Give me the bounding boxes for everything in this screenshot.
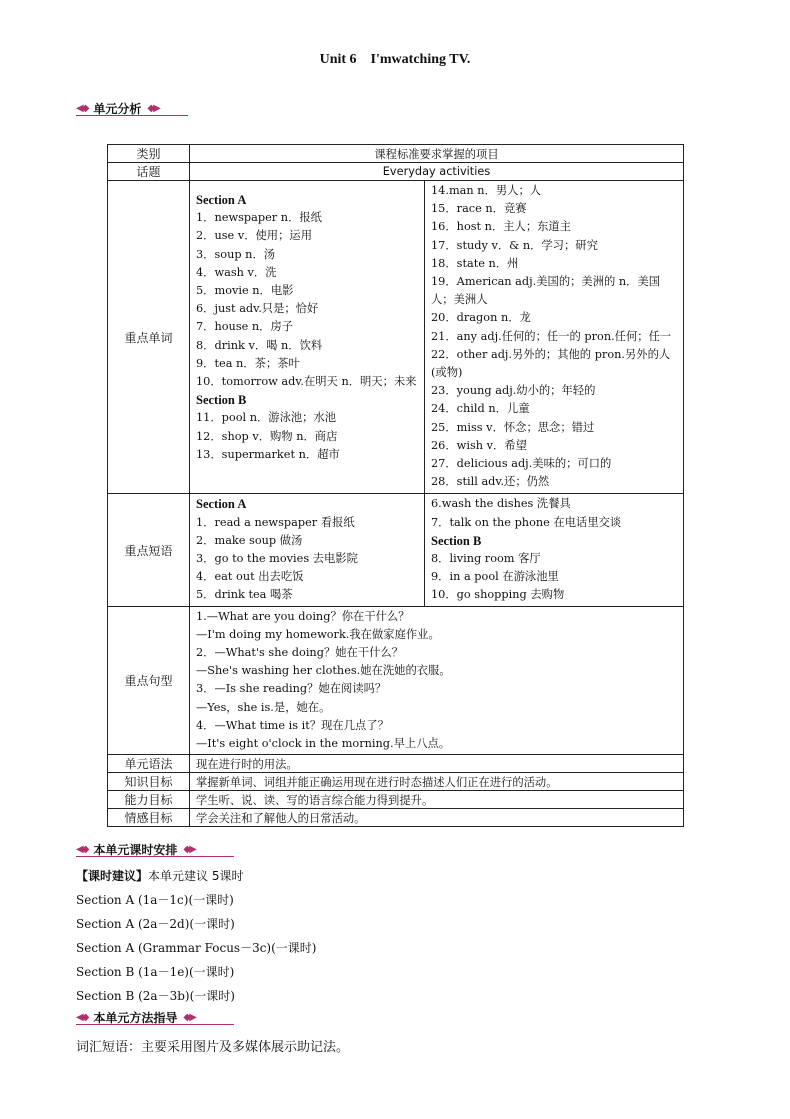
list-item: 14.man n．男人；人 bbox=[431, 184, 542, 197]
phrase-right-list bbox=[431, 495, 677, 604]
list-item: Section A bbox=[196, 497, 247, 512]
table-row bbox=[108, 181, 684, 494]
list-item: 21．any adj.任何的；任一的 pron.任何；任一 bbox=[431, 329, 672, 343]
list-item: 4．wash v．洗 bbox=[196, 265, 277, 279]
section-banner-analysis bbox=[76, 99, 188, 117]
list-item: Section B (1a－1e)(一课时) bbox=[76, 965, 235, 979]
vocab-label: 重点单词 bbox=[108, 181, 190, 494]
phrase-right-cell bbox=[425, 494, 684, 606]
list-item: 5．movie n．电影 bbox=[196, 284, 294, 298]
table-row bbox=[108, 791, 684, 809]
banner-label: 本单元方法指导 bbox=[93, 1010, 178, 1025]
phrase-label: 重点短语 bbox=[108, 494, 190, 606]
list-item: 24．child n．儿童 bbox=[431, 402, 530, 416]
double-chevron-right-icon: ◆▶ bbox=[183, 1011, 195, 1023]
ability-label: 能力目标 bbox=[108, 791, 190, 809]
double-chevron-left-icon: ◀◆ bbox=[76, 1011, 88, 1023]
list-item: 7．talk on the phone 在电话里交谈 bbox=[431, 515, 622, 529]
list-item: —It's eight o'clock in the morning.早上八点。 bbox=[196, 737, 451, 751]
list-item: —I'm doing my homework.我在做家庭作业。 bbox=[196, 627, 440, 641]
list-item: Section A (1a－1c)(一课时) bbox=[76, 893, 234, 907]
phrase-left-list bbox=[196, 495, 418, 604]
table-row bbox=[108, 145, 684, 163]
section-banner-method bbox=[76, 1008, 234, 1026]
list-item: 22．other adj.另外的；其他的 pron.另外的人(或物) bbox=[431, 347, 671, 380]
list-item: 6.wash the dishes 洗餐具 bbox=[431, 497, 571, 511]
unit-analysis-table bbox=[107, 144, 684, 827]
vocab-right-cell bbox=[425, 181, 684, 494]
list-item: 13．supermarket n．超市 bbox=[196, 447, 340, 461]
suggestion-text: 本单元建议 5课时 bbox=[148, 869, 244, 883]
list-item: 6．just adv.只是；恰好 bbox=[196, 302, 319, 316]
list-item: 15．race n．竞赛 bbox=[431, 202, 527, 216]
vocab-right-list bbox=[431, 182, 677, 491]
list-item: 20．dragon n．龙 bbox=[431, 311, 531, 325]
list-item: 9．tea n．茶；茶叶 bbox=[196, 356, 300, 370]
vocab-left-cell bbox=[190, 181, 425, 494]
list-item: Section A bbox=[196, 193, 247, 207]
list-item: Section A (Grammar Focus－3c)(一课时) bbox=[76, 941, 317, 955]
grammar-value: 现在进行时的用法。 bbox=[190, 755, 684, 773]
list-item: 26．wish v．希望 bbox=[431, 438, 527, 452]
list-item: 10．go shopping 去购物 bbox=[431, 588, 565, 602]
grammar-label: 单元语法 bbox=[108, 755, 190, 773]
emotion-label: 情感目标 bbox=[108, 809, 190, 827]
double-chevron-right-icon: ◆▶ bbox=[183, 843, 195, 855]
list-item: 12．shop v．购物 n．商店 bbox=[196, 429, 338, 443]
table-row bbox=[108, 494, 684, 606]
table-row bbox=[108, 809, 684, 827]
list-item: 2．make soup 做汤 bbox=[196, 533, 303, 547]
table-row bbox=[108, 606, 684, 755]
ability-value: 学生听、说、读、写的语言综合能力得到提升。 bbox=[190, 791, 684, 809]
list-item: 19．American adj.美国的；美洲的 n．美国人；美洲人 bbox=[431, 275, 661, 307]
list-item: 3．go to the movies 去电影院 bbox=[196, 552, 358, 566]
list-item: 5．drink tea 喝茶 bbox=[196, 588, 293, 602]
knowledge-value: 掌握新单词、词组并能正确运用现在进行时态描述人们正在进行的活动。 bbox=[190, 773, 684, 791]
list-item: 8．living room 客厅 bbox=[431, 552, 541, 566]
suggestion-tag: 【课时建议】 bbox=[76, 869, 149, 883]
header-items: 课程标准要求掌握的项目 bbox=[190, 145, 684, 163]
table-row bbox=[108, 163, 684, 181]
banner-label: 本单元课时安排 bbox=[93, 842, 178, 857]
list-item: Section B bbox=[431, 533, 482, 548]
list-item: 4．eat out 出去吃饭 bbox=[196, 570, 304, 584]
list-item: 27．delicious adj.美味的；可口的 bbox=[431, 457, 612, 471]
list-item: 10．tomorrow adv.在明天 n．明天；未来 bbox=[196, 375, 417, 389]
list-item: 23．young adj.幼小的；年轻的 bbox=[431, 384, 596, 398]
section-banner-schedule bbox=[76, 840, 234, 858]
double-chevron-right-icon: ◆▶ bbox=[147, 102, 159, 114]
list-item: 8．drink v．喝 n．饮料 bbox=[196, 338, 323, 352]
list-item: 11．pool n．游泳池；水池 bbox=[196, 411, 337, 425]
sentence-list bbox=[196, 608, 677, 754]
list-item: Section B (2a－3b)(一课时) bbox=[76, 989, 235, 1003]
list-item: 18．state n．州 bbox=[431, 256, 519, 270]
table-row bbox=[108, 773, 684, 791]
sentence-cell bbox=[190, 606, 684, 755]
list-item: 4．—What time is it？现在几点了？ bbox=[196, 718, 389, 732]
list-item: Section A (2a－2d)(一课时) bbox=[76, 917, 235, 931]
list-item: Section B bbox=[196, 393, 247, 408]
emotion-value: 学会关注和了解他人的日常活动。 bbox=[190, 809, 684, 827]
list-item: 3．—Is she reading？她在阅读吗？ bbox=[196, 682, 387, 696]
list-item: 16．host n．主人；东道主 bbox=[431, 220, 572, 234]
header-category: 类别 bbox=[108, 145, 190, 163]
knowledge-label: 知识目标 bbox=[108, 773, 190, 791]
list-item: 2．use v．使用；运用 bbox=[196, 229, 312, 243]
list-item: —Yes，she is.是，她在。 bbox=[196, 700, 331, 714]
list-item: 2．—What's she doing？她在干什么？ bbox=[196, 646, 404, 660]
topic-label: 话题 bbox=[108, 163, 190, 181]
list-item: 1．newspaper n．报纸 bbox=[196, 211, 322, 225]
list-item: 25．miss v．怀念；思念；错过 bbox=[431, 420, 595, 434]
method-text: 词汇短语：主要采用图片及多媒体展示助记法。 bbox=[76, 1040, 350, 1055]
page-title: Unit 6 I'mwatching TV. bbox=[319, 52, 471, 67]
list-item: 28．still adv.还；仍然 bbox=[431, 475, 550, 489]
list-item: 7．house n．房子 bbox=[196, 320, 294, 334]
list-item: 1．read a newspaper 看报纸 bbox=[196, 515, 355, 529]
phrase-left-cell bbox=[190, 494, 425, 606]
banner-label: 单元分析 bbox=[93, 101, 142, 116]
sentence-label: 重点句型 bbox=[108, 606, 190, 755]
double-chevron-left-icon: ◀◆ bbox=[76, 843, 88, 855]
list-item: 3．soup n．汤 bbox=[196, 247, 276, 261]
topic-value: Everyday activities bbox=[190, 163, 684, 181]
list-item: —She's washing her clothes.她在洗她的衣服。 bbox=[196, 664, 451, 678]
vocab-left-list bbox=[196, 191, 418, 464]
list-item: 9．in a pool 在游泳池里 bbox=[431, 570, 559, 584]
lesson-suggestion bbox=[76, 867, 243, 884]
list-item: 17．study v．& n．学习；研究 bbox=[431, 238, 598, 252]
list-item: 1.—What are you doing？你在干什么？ bbox=[196, 609, 410, 623]
table-row bbox=[108, 755, 684, 773]
double-chevron-left-icon: ◀◆ bbox=[76, 102, 88, 114]
